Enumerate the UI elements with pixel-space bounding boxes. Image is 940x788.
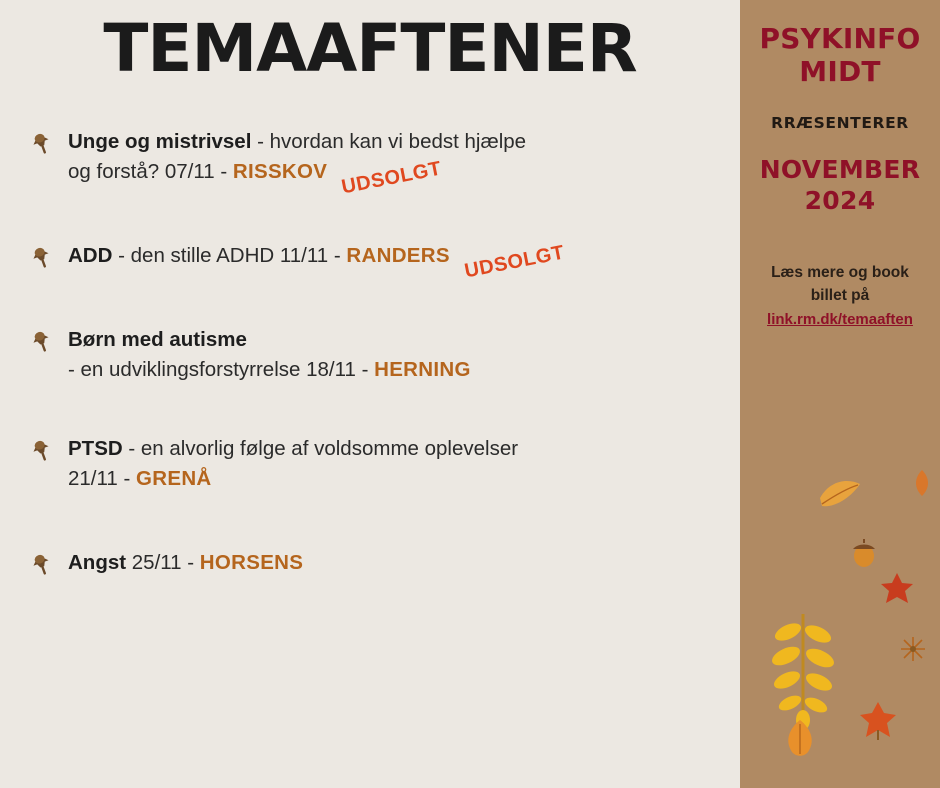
pushpin-icon: [28, 550, 54, 576]
event-list: [0, 127, 740, 577]
event-city: HORSENS: [199, 550, 304, 574]
event-line-1: [68, 325, 740, 355]
status-badge: UDSOLGT: [339, 157, 444, 199]
list-item: [28, 548, 740, 578]
leaf-icon: [858, 700, 898, 745]
list-item: [28, 434, 740, 493]
event-title: Børn med autisme: [68, 328, 247, 352]
date-block: [740, 154, 940, 217]
event-title: ADD: [68, 244, 113, 268]
status-badge: UDSOLGT: [462, 241, 567, 283]
seed-icon: [900, 636, 926, 667]
leaf-icon: [818, 478, 862, 517]
brand-line-1: PSYKINFO: [759, 22, 921, 55]
list-item: [28, 325, 740, 384]
event-title: Angst: [68, 550, 127, 574]
event-detail: 25/11 -: [126, 550, 200, 574]
booking-line-2: billet på: [810, 286, 870, 304]
leaf-icon: [782, 718, 818, 763]
event-line-2: [68, 464, 740, 494]
event-city: GRENÅ: [136, 467, 212, 491]
event-line-2: [68, 157, 740, 199]
pushpin-icon: [28, 327, 54, 353]
year-label: 2024: [804, 186, 876, 216]
event-city: RISSKOV: [232, 160, 328, 184]
leaf-branch-icon: [768, 608, 838, 733]
leaf-icon: [912, 470, 932, 501]
acorn-icon: [850, 538, 878, 573]
brand-line-2: MIDT: [799, 55, 881, 89]
event-line-2: [68, 355, 740, 385]
event-line-1: [68, 548, 740, 578]
booking-line-1: Læs mere og book: [771, 263, 909, 281]
event-line-1: [68, 241, 740, 283]
event-date: 21/11 -: [68, 467, 136, 491]
booking-link[interactable]: link.rm.dk/temaaften: [767, 311, 913, 329]
booking-info: [740, 261, 940, 332]
event-title: Unge og mistrivsel: [68, 130, 252, 154]
event-detail: - en udviklingsforstyrrelse 18/11 -: [68, 357, 375, 381]
event-city: RANDERS: [346, 244, 450, 268]
event-detail: - en alvorlig følge af voldsomme oplevelser: [122, 437, 519, 461]
event-date: og forstå? 07/11 -: [68, 160, 233, 184]
event-title: PTSD: [68, 437, 123, 461]
event-line-1: [68, 434, 740, 464]
page-title: TEMAAFTENER: [103, 10, 637, 87]
sidebar: [740, 0, 940, 788]
event-detail: - hvordan kan vi bedst hjælpe: [251, 130, 527, 154]
list-item: [28, 241, 740, 283]
brand-name: [740, 0, 940, 88]
event-detail: - den stille ADHD 11/11 -: [112, 244, 347, 268]
list-item: [28, 127, 740, 199]
event-city: HERNING: [374, 357, 471, 381]
pushpin-icon: [28, 243, 54, 269]
leaf-icon: [880, 572, 914, 611]
pushpin-icon: [28, 129, 54, 155]
month-label: NOVEMBER: [759, 155, 921, 185]
pushpin-icon: [28, 436, 54, 462]
event-line-1: [68, 127, 740, 157]
presents-label: RRÆSENTERER: [771, 114, 909, 133]
